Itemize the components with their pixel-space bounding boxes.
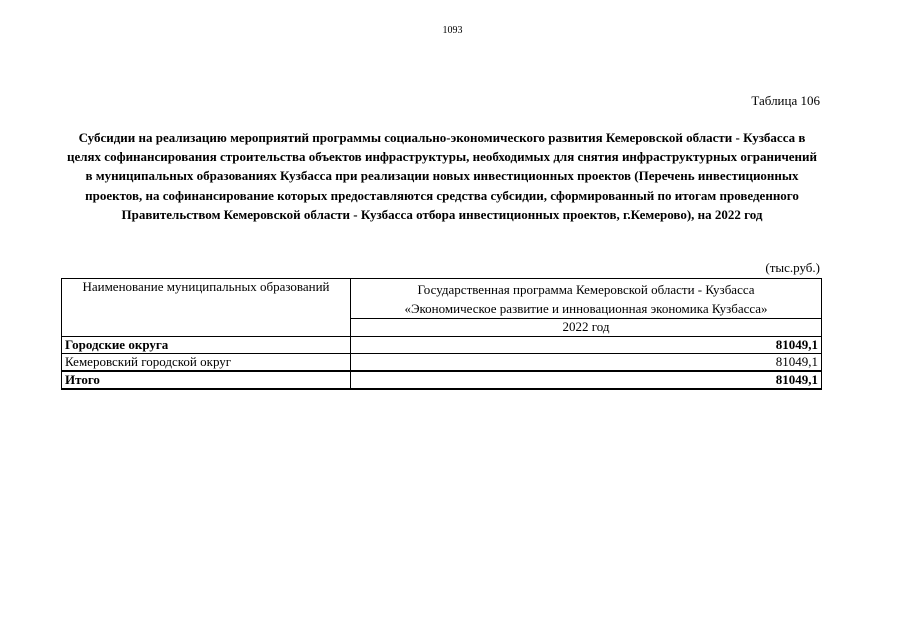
column-header-program: [351, 279, 822, 319]
row-name-kemerovo: Кемеровский городской округ: [62, 354, 351, 372]
row-value-kemerovo: 81049,1: [351, 354, 822, 372]
page-number: 1093: [442, 25, 463, 36]
program-header-line1: Государственная программа Кемеровской области - Кузбасса: [417, 282, 755, 297]
table-row: [62, 337, 822, 354]
row-value-total: 81049,1: [351, 371, 822, 389]
column-header-year: 2022 год: [351, 319, 822, 337]
subsidy-table: [61, 278, 822, 390]
column-header-municipality: Наименование муниципальных образований: [62, 279, 351, 337]
row-name-city-districts: Городские округа: [62, 337, 351, 354]
row-name-total: Итого: [62, 371, 351, 389]
units-label: (тыс.руб.): [765, 260, 820, 275]
table-row-total: [62, 371, 822, 389]
table-header-row: [62, 279, 822, 319]
program-header-line2: «Экономическое развитие и инновационная экономика Кузбасса»: [404, 301, 768, 316]
row-value-city-districts: 81049,1: [351, 337, 822, 354]
document-title: Субсидии на реализацию мероприятий программы социально-экономического развития Кемеровской области - Кузбасса в целях софинансирования строительства объектов инфраструктуры, необходимых для снятия инфраструктурных ограничений в муниципальных образованиях Кузбасса при реализации новых инвестиционных проектов (Перечень инвестиционных проектов, на софинансирование которых предоставляются средства субсидии, сформированный по итогам проведенного Правительством Кемеровской области - Кузбасса отбора инвестиционных проектов, г.Кемерово), на 2022 год: [66, 130, 818, 222]
table-label: Таблица 106: [751, 93, 820, 108]
table-row: [62, 354, 822, 372]
